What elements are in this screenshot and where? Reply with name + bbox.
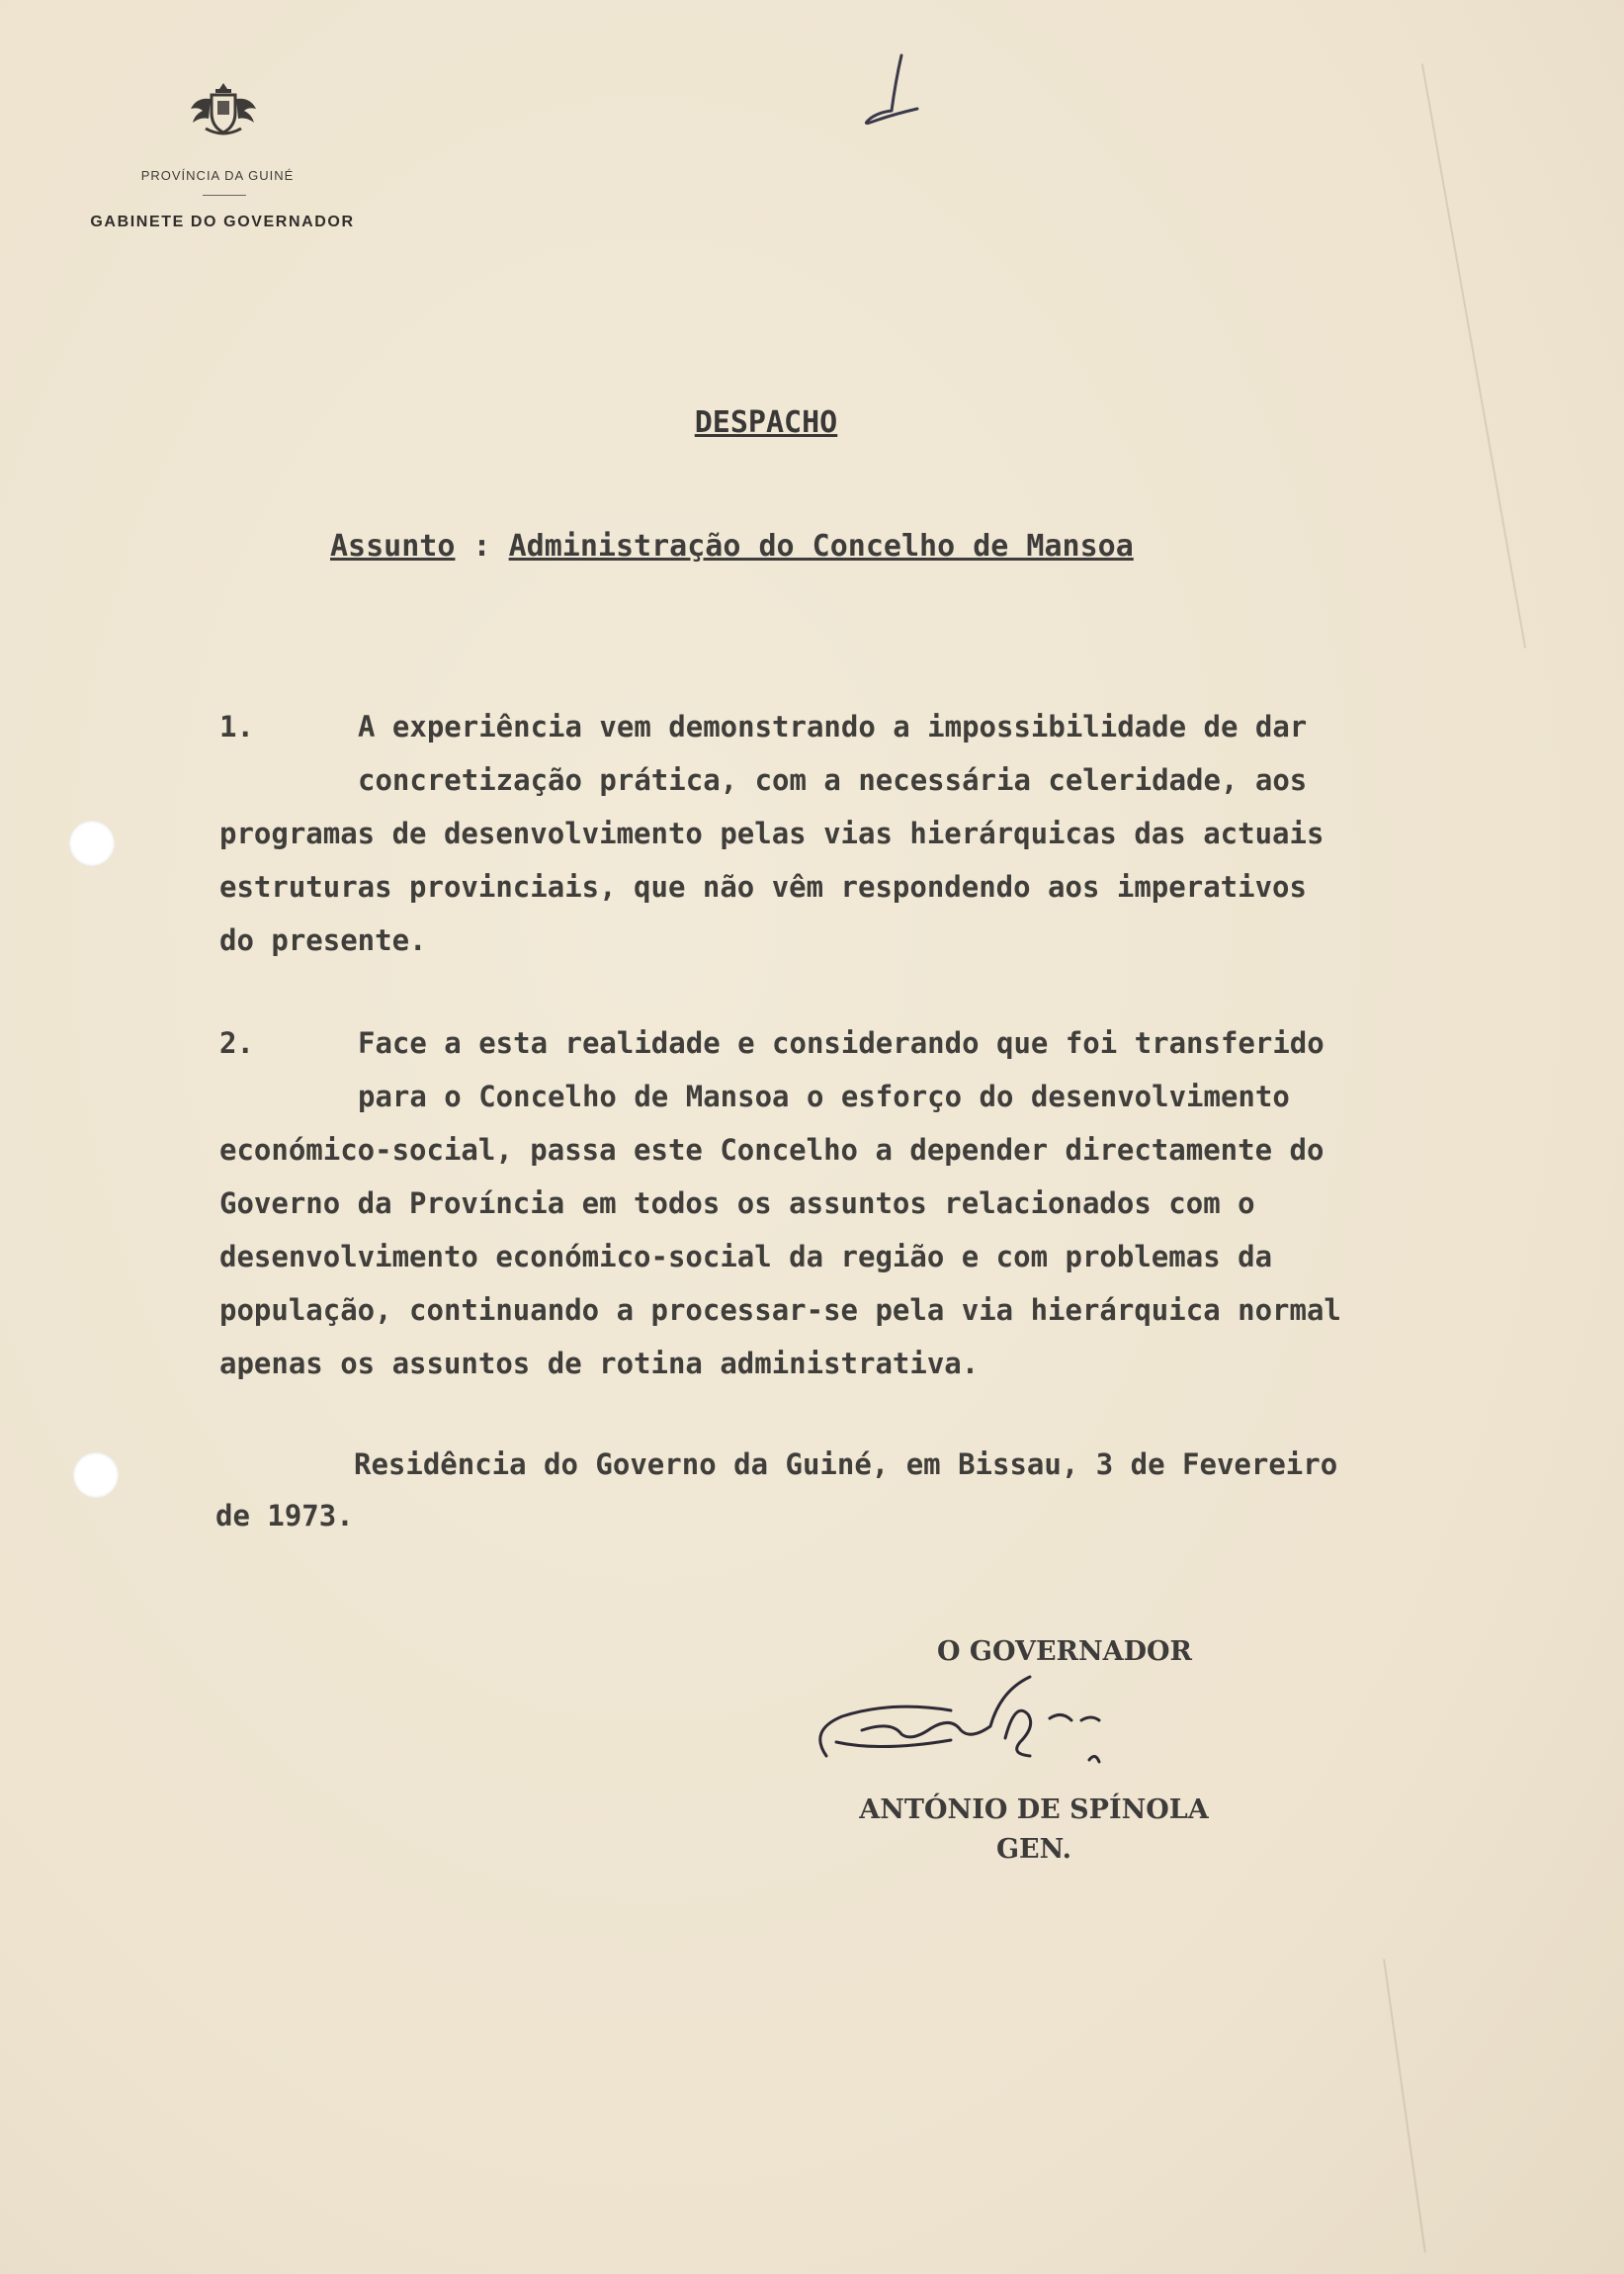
handwritten-signature <box>803 1671 1178 1780</box>
letterhead-office: GABINETE DO GOVERNADOR <box>90 214 355 230</box>
subject-separator: : <box>472 529 491 564</box>
subject-line <box>330 529 1319 564</box>
paragraph-line: A experiência vem demonstrando a impossibilidade de dar <box>358 710 1308 743</box>
closing-dateline <box>215 1439 1500 1541</box>
signatory-title: O GOVERNADOR <box>937 1636 1192 1667</box>
paragraph-number: 2. <box>219 1026 254 1060</box>
paragraph-number: 1. <box>219 710 254 743</box>
punch-hole <box>69 821 115 866</box>
paragraph-line: apenas os assuntos de rotina administrativa. <box>219 1347 980 1380</box>
paragraph-2 <box>219 1016 1504 1390</box>
document-title: DESPACHO <box>694 405 838 440</box>
punch-hole <box>73 1452 119 1498</box>
signatory-rank: GEN. <box>996 1834 1071 1865</box>
signatory-name: ANTÓNIO DE SPÍNOLA <box>859 1794 1209 1825</box>
coat-of-arms-icon <box>184 79 263 142</box>
paper-fold-mark <box>1421 63 1526 648</box>
paragraph-1 <box>219 700 1504 967</box>
paragraph-line: económico-social, passa este Concelho a depender directamente do <box>219 1133 1325 1167</box>
handwritten-page-number <box>862 51 921 140</box>
paragraph-line: estruturas provinciais, que não vêm respondendo aos imperativos <box>219 870 1307 904</box>
paragraph-line: do presente. <box>219 923 427 957</box>
subject-label: Assunto <box>330 529 456 564</box>
paragraph-line: concretização prática, com a necessária celeridade, aos <box>358 763 1308 797</box>
paper-fold-mark <box>1383 1959 1426 2252</box>
paragraph-line: para o Concelho de Mansoa o esforço do desenvolvimento <box>358 1080 1290 1113</box>
letterhead-province: PROVÍNCIA DA GUINÉ <box>140 168 295 183</box>
letterhead-divider <box>203 195 246 196</box>
paragraph-line: Governo da Província em todos os assuntos relacionados com o <box>219 1186 1255 1220</box>
paragraph-line: Face a esta realidade e considerando que foi transferido <box>358 1026 1325 1060</box>
closing-line: de 1973. <box>215 1499 354 1532</box>
subject-text: Administração do Concelho de Mansoa <box>508 529 1134 564</box>
paragraph-line: programas de desenvolvimento pelas vias hierárquicas das actuais <box>219 817 1325 850</box>
paragraph-line: desenvolvimento económico-social da região e com problemas da <box>219 1240 1273 1273</box>
closing-line: Residência do Governo da Guiné, em Bissau, 3 de Fevereiro <box>354 1447 1338 1481</box>
paragraph-line: população, continuando a processar-se pela via hierárquica normal <box>219 1293 1341 1327</box>
